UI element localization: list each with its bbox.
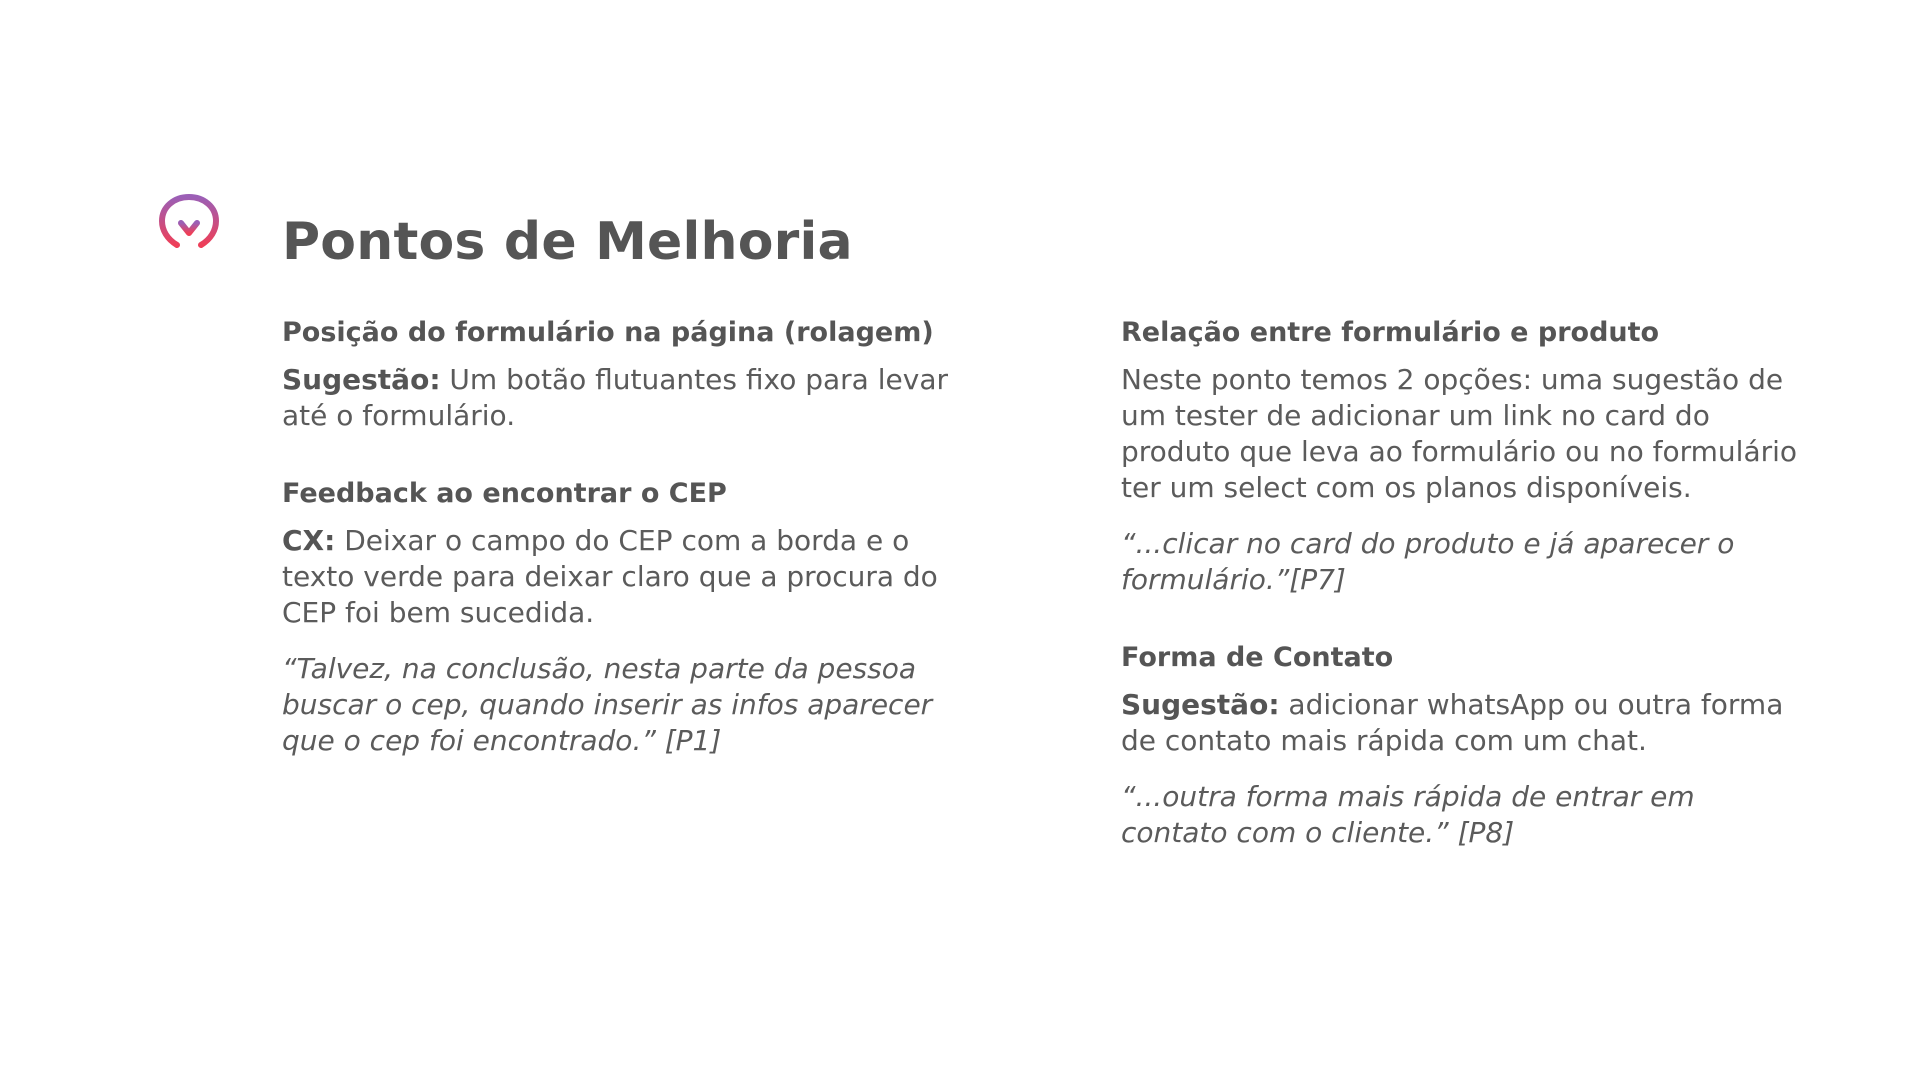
- section-label: Sugestão:: [1121, 688, 1280, 721]
- section-heading: Feedback ao encontrar o CEP: [282, 478, 727, 509]
- section-text: adicionar whatsApp ou outra forma de contato mais rápida com um chat.: [1121, 688, 1784, 757]
- section-body: [282, 523, 962, 631]
- section-body: [1121, 362, 1801, 506]
- section-form-position: [282, 315, 962, 434]
- section-quote: “Talvez, na conclusão, nesta parte da pessoa buscar o cep, quando inserir as infos aparecer que o cep foi encontrado.” [P1]: [282, 652, 933, 757]
- section-form-product: [1121, 315, 1801, 598]
- section-text: Neste ponto temos 2 opções: uma sugestão de um tester de adicionar um link no card do produto que leva ao formulário ou no formulário ter um select com os planos disponíveis.: [1121, 363, 1798, 504]
- section-label: CX:: [282, 524, 336, 557]
- section-heading: Forma de Contato: [1121, 642, 1394, 673]
- section-text: Deixar o campo do CEP com a borda e o texto verde para deixar claro que a procura do CEP foi bem sucedida.: [282, 524, 938, 629]
- section-body: [1121, 687, 1801, 759]
- section-quote: “...clicar no card do produto e já aparecer o formulário.”[P7]: [1121, 527, 1735, 596]
- section-body: [282, 362, 962, 434]
- right-column: [1121, 315, 1801, 893]
- section-heading: Posição do formulário na página (rolagem): [282, 317, 934, 348]
- section-text: Um botão flutuantes fixo para levar até o formulário.: [282, 363, 948, 432]
- left-column: [282, 315, 962, 801]
- section-quote: “...outra forma mais rápida de entrar em contato com o cliente.” [P8]: [1121, 780, 1695, 849]
- section-label: Sugestão:: [282, 363, 441, 396]
- page-title: Pontos de Melhoria: [282, 212, 853, 272]
- section-contact: [1121, 640, 1801, 851]
- section-cep-feedback: [282, 476, 962, 759]
- section-heading: Relação entre formulário e produto: [1121, 317, 1660, 348]
- lightbulb-icon: [157, 193, 221, 289]
